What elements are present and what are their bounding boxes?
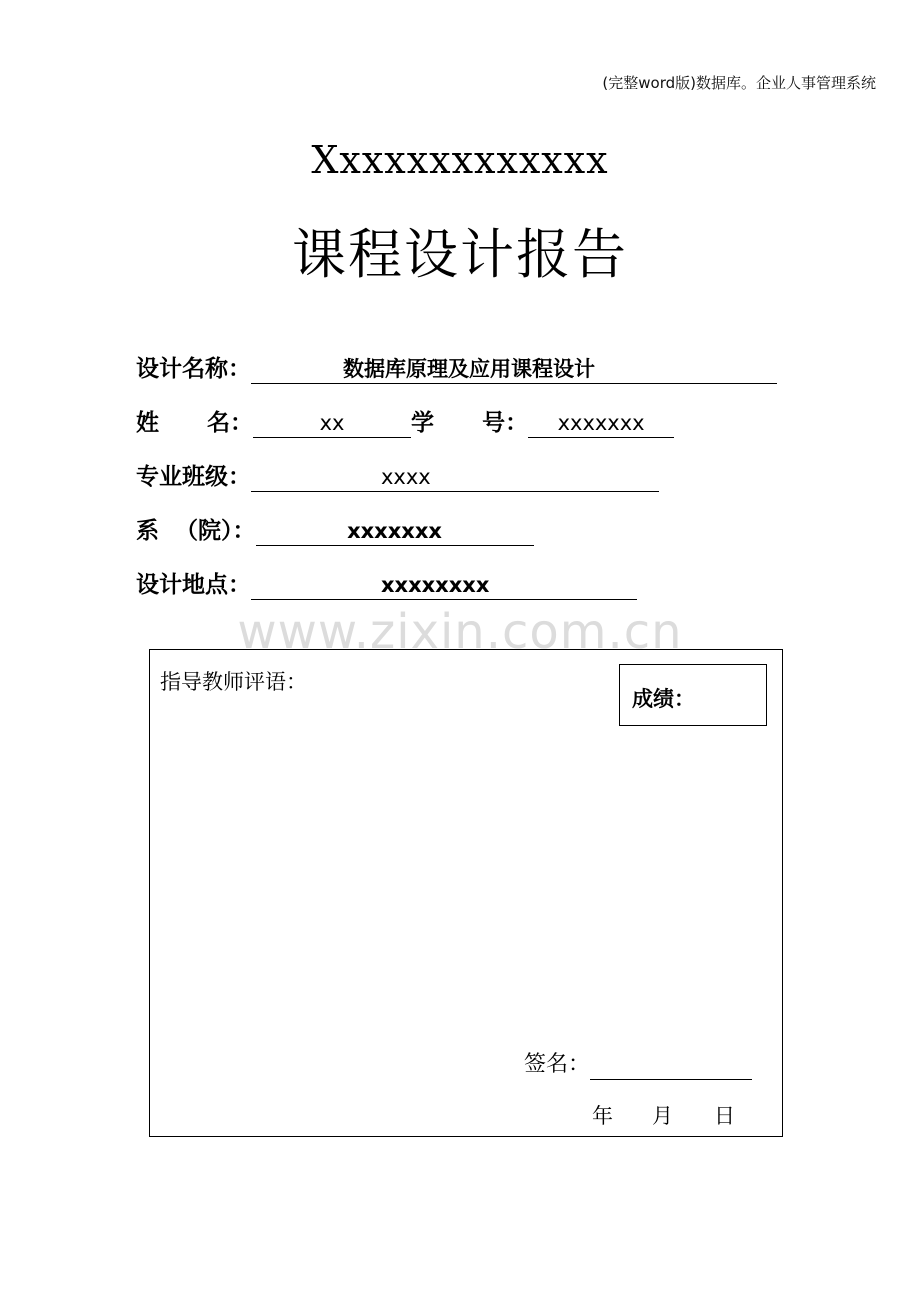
- location-row: [136, 566, 637, 600]
- signature-line: [590, 1050, 752, 1080]
- name-field: xx: [253, 408, 411, 438]
- department-label: 系 （院）：: [136, 518, 256, 544]
- design-name-row: [136, 350, 777, 384]
- student-id-field: xxxxxxx: [528, 408, 674, 438]
- department-field: xxxxxxx: [256, 516, 534, 546]
- instructor-comments-label: 指导教师评语：: [160, 670, 307, 694]
- design-name-field: 数据库原理及应用课程设计: [251, 354, 777, 384]
- student-id-label: 学 号：: [411, 410, 529, 436]
- name-row: [136, 404, 674, 438]
- score-box: [619, 664, 767, 726]
- major-class-field: xxxx: [251, 462, 659, 492]
- signature-label: 签名：: [524, 1052, 591, 1077]
- location-label: 设计地点：: [136, 572, 251, 598]
- date-year: 年: [592, 1104, 613, 1128]
- design-name-label: 设计名称：: [136, 356, 251, 382]
- date-day: 日: [714, 1104, 735, 1128]
- location-field: xxxxxxxx: [251, 570, 637, 600]
- signature-row: [524, 1050, 752, 1080]
- name-label: 姓 名：: [136, 410, 254, 436]
- watermark: www.zixin.com.cn: [237, 604, 683, 660]
- department-row: [136, 512, 534, 546]
- date-month: 月: [652, 1104, 673, 1128]
- major-class-label: 专业班级：: [136, 464, 251, 490]
- score-label: 成绩：: [632, 687, 695, 711]
- instructor-comments-box: [149, 649, 783, 1137]
- report-title: 课程设计报告: [292, 223, 628, 286]
- major-class-row: [136, 458, 659, 492]
- school-name: Xxxxxxxxxxxxx: [311, 138, 609, 182]
- header-note: (完整word版)数据库。企业人事管理系统: [602, 74, 876, 92]
